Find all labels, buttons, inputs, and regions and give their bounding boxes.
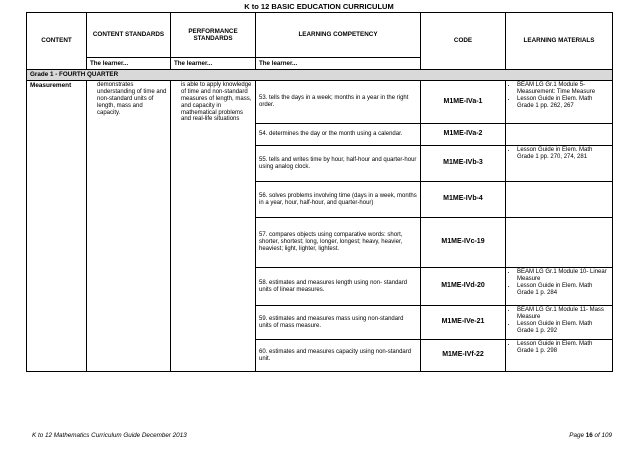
content-cell: Measurement [27, 81, 87, 372]
performance-standard-cell: is able to apply knowledge of time and non-standard measures of length, mass, and capacity in mathematical problems and real-life situations [171, 81, 256, 372]
curriculum-table [26, 12, 613, 372]
code-cell: M1ME-IVa-2 [421, 124, 506, 146]
competency-rows [27, 81, 613, 372]
material-item: • BEAM LG Gr.1 Module 10- Linear Measure [517, 269, 609, 283]
header-learning-competency: LEARNING COMPETENCY [256, 13, 421, 58]
document-title: K to 12 BASIC EDUCATION CURRICULUM [244, 2, 394, 11]
header-learner-2: The learner... [171, 58, 256, 70]
learning-materials-cell [506, 124, 613, 146]
learning-materials-cell [506, 306, 613, 340]
material-item: • BEAM LG Gr.1 Module 5- Measurement: Time Measure [517, 82, 609, 96]
material-item: • Lesson Guide in Elem. Math Grade 1 p. 298 [517, 341, 609, 355]
learning-competency-cell: 58. estimates and measures length using non- standard units of linear measures. [256, 268, 421, 306]
learning-competency-cell: 59. estimates and measures mass using non-standard units of mass measure. [256, 306, 421, 340]
header-content-standards: CONTENT STANDARDS [87, 13, 171, 58]
code-cell: M1ME-IVb-4 [421, 182, 506, 218]
material-item: • Lesson Guide in Elem. Math Grade 1 p. 284 [517, 283, 609, 297]
learning-materials-cell [506, 218, 613, 268]
header-code: CODE [421, 13, 506, 70]
footer-guide-title: K to 12 Mathematics Curriculum Guide December 2013 [32, 432, 187, 439]
learning-competency-cell: 55. tells and writes time by hour, half-hour and quarter-hour using analog clock. [256, 146, 421, 182]
grade-quarter-label: Grade 1 - FOURTH QUARTER [27, 70, 613, 81]
learning-competency-cell: 54. determines the day or the month using a calendar. [256, 124, 421, 146]
code-cell: M1ME-IVb-3 [421, 146, 506, 182]
header-learner-3: The learner... [256, 58, 421, 70]
learning-competency-cell: 53. tells the days in a week; months in a year in the right order. [256, 81, 421, 124]
material-item: • Lesson Guide in Elem. Math Grade 1 pp. 262, 267 [517, 96, 609, 110]
learning-materials-cell [506, 340, 613, 372]
code-cell: M1ME-IVf-22 [421, 340, 506, 372]
materials-list [509, 269, 609, 297]
learning-materials-cell [506, 182, 613, 218]
learning-competency-cell: 57. compares objects using comparative words: short, shorter, shortest; long, longer, longest; heavy, heavier, heaviest; light, lighter, lightest. [256, 218, 421, 268]
code-cell: M1ME-IVe-21 [421, 306, 506, 340]
header-content: CONTENT [27, 13, 87, 70]
table-row [27, 81, 613, 124]
material-item: • Lesson Guide in Elem. Math Grade 1 pp. 270, 274, 281 [517, 147, 609, 161]
header-learning-materials: LEARNING MATERIALS [506, 13, 613, 70]
materials-list [509, 341, 609, 355]
code-cell: M1ME-IVc-19 [421, 218, 506, 268]
code-cell: M1ME-IVa-1 [421, 81, 506, 124]
code-cell: M1ME-IVd-20 [421, 268, 506, 306]
learning-materials-cell [506, 146, 613, 182]
header-performance-standards: PERFORMANCE STANDARDS [171, 13, 256, 58]
material-item: • BEAM LG Gr.1 Module 11- Mass Measure [517, 307, 609, 321]
materials-list [509, 307, 609, 335]
materials-list [509, 147, 609, 161]
header-learner-1: The learner... [87, 58, 171, 70]
learning-materials-cell [506, 268, 613, 306]
content-standard-cell: demonstrates understanding of time and non-standard units of length, mass and capacity. [87, 81, 171, 372]
learning-materials-cell [506, 81, 613, 124]
material-item: • Lesson Guide in Elem. Math Grade 1 p. 292 [517, 321, 609, 335]
materials-list [509, 82, 609, 110]
learning-competency-cell: 60. estimates and measures capacity using non-standard unit. [256, 340, 421, 372]
learning-competency-cell: 56. solves problems involving time (days in a week, months in a year, hour, half-hour, and quarter-hour) [256, 182, 421, 218]
footer-page-number: Page 16 of 109 [569, 432, 612, 439]
